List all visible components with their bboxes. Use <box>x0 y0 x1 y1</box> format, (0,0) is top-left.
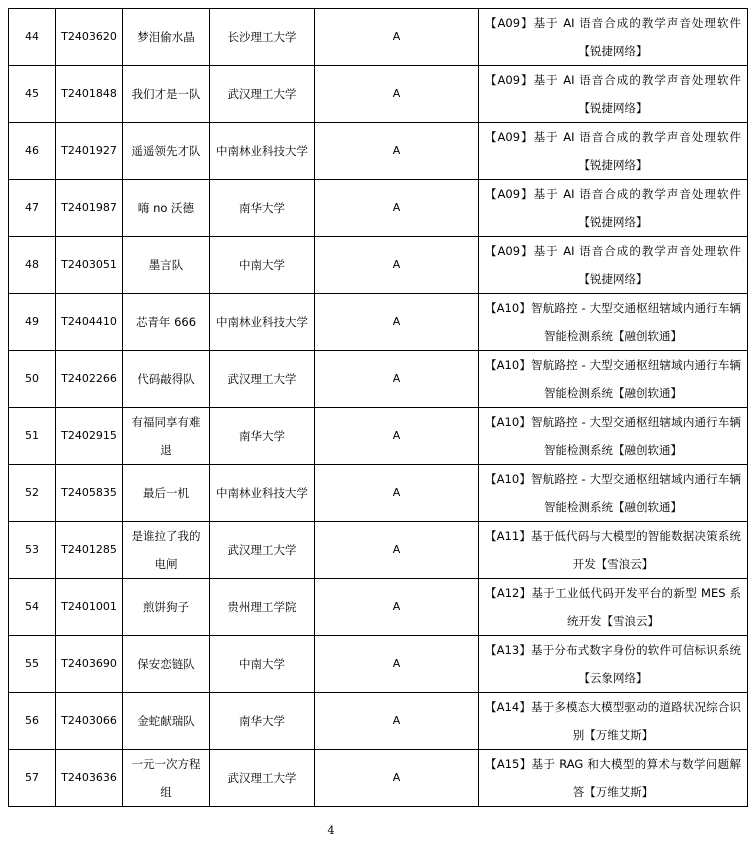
row-number: 44 <box>9 9 56 66</box>
topic: 【A09】基于 AI 语音合成的教学声音处理软件【锐捷网络】 <box>479 237 748 294</box>
table-row <box>9 351 748 408</box>
grade: A <box>315 351 479 408</box>
table-row <box>9 9 748 66</box>
topic: 【A11】基于低代码与大模型的智能数据决策系统开发【雪浪云】 <box>479 522 748 579</box>
row-number: 53 <box>9 522 56 579</box>
team-name: 保安恋链队 <box>123 636 210 693</box>
school-name: 中南林业科技大学 <box>210 294 315 351</box>
table-row <box>9 522 748 579</box>
team-id: T2401848 <box>56 66 123 123</box>
grade: A <box>315 408 479 465</box>
table-row <box>9 693 748 750</box>
page-number: 4 <box>327 824 335 837</box>
team-name: 最后一机 <box>123 465 210 522</box>
team-id: T2405835 <box>56 465 123 522</box>
school-name: 南华大学 <box>210 693 315 750</box>
team-id: T2403066 <box>56 693 123 750</box>
school-name: 南华大学 <box>210 180 315 237</box>
topic: 【A09】基于 AI 语音合成的教学声音处理软件【锐捷网络】 <box>479 180 748 237</box>
grade: A <box>315 123 479 180</box>
row-number: 50 <box>9 351 56 408</box>
school-name: 长沙理工大学 <box>210 9 315 66</box>
row-number: 54 <box>9 579 56 636</box>
team-id: T2402915 <box>56 408 123 465</box>
row-number: 56 <box>9 693 56 750</box>
school-name: 武汉理工大学 <box>210 351 315 408</box>
topic: 【A09】基于 AI 语音合成的教学声音处理软件【锐捷网络】 <box>479 66 748 123</box>
results-table-body <box>9 9 748 807</box>
grade: A <box>315 579 479 636</box>
row-number: 48 <box>9 237 56 294</box>
row-number: 51 <box>9 408 56 465</box>
topic: 【A10】智航路控 - 大型交通枢纽辖域内通行车辆智能检测系统【融创软通】 <box>479 351 748 408</box>
grade: A <box>315 693 479 750</box>
topic: 【A10】智航路控 - 大型交通枢纽辖域内通行车辆智能检测系统【融创软通】 <box>479 465 748 522</box>
team-name: 代码敲得队 <box>123 351 210 408</box>
team-name: 是谁拉了我的电闸 <box>123 522 210 579</box>
topic: 【A12】基于工业低代码开发平台的新型 MES 系统开发【雪浪云】 <box>479 579 748 636</box>
team-name: 芯青年 666 <box>123 294 210 351</box>
table-row <box>9 66 748 123</box>
topic: 【A09】基于 AI 语音合成的教学声音处理软件【锐捷网络】 <box>479 9 748 66</box>
table-row <box>9 180 748 237</box>
school-name: 贵州理工学院 <box>210 579 315 636</box>
row-number: 46 <box>9 123 56 180</box>
table-row <box>9 636 748 693</box>
team-id: T2401285 <box>56 522 123 579</box>
row-number: 57 <box>9 750 56 807</box>
grade: A <box>315 465 479 522</box>
row-number: 55 <box>9 636 56 693</box>
team-name: 我们才是一队 <box>123 66 210 123</box>
results-table <box>8 8 748 807</box>
row-number: 49 <box>9 294 56 351</box>
team-id: T2404410 <box>56 294 123 351</box>
team-id: T2403620 <box>56 9 123 66</box>
team-id: T2401987 <box>56 180 123 237</box>
school-name: 武汉理工大学 <box>210 750 315 807</box>
school-name: 中南林业科技大学 <box>210 123 315 180</box>
topic: 【A10】智航路控 - 大型交通枢纽辖域内通行车辆智能检测系统【融创软通】 <box>479 294 748 351</box>
school-name: 武汉理工大学 <box>210 522 315 579</box>
grade: A <box>315 237 479 294</box>
grade: A <box>315 180 479 237</box>
grade: A <box>315 66 479 123</box>
team-name: 遥遥领先才队 <box>123 123 210 180</box>
school-name: 中南大学 <box>210 636 315 693</box>
grade: A <box>315 750 479 807</box>
school-name: 南华大学 <box>210 408 315 465</box>
table-row <box>9 123 748 180</box>
table-row <box>9 750 748 807</box>
row-number: 45 <box>9 66 56 123</box>
school-name: 中南大学 <box>210 237 315 294</box>
topic: 【A09】基于 AI 语音合成的教学声音处理软件【锐捷网络】 <box>479 123 748 180</box>
topic: 【A10】智航路控 - 大型交通枢纽辖域内通行车辆智能检测系统【融创软通】 <box>479 408 748 465</box>
team-id: T2403690 <box>56 636 123 693</box>
topic: 【A13】基于分布式数字身份的软件可信标识系统【云象网络】 <box>479 636 748 693</box>
team-id: T2401927 <box>56 123 123 180</box>
topic: 【A14】基于多模态大模型驱动的道路状况综合识别【万维艾斯】 <box>479 693 748 750</box>
table-row <box>9 408 748 465</box>
table-row <box>9 579 748 636</box>
grade: A <box>315 522 479 579</box>
team-id: T2402266 <box>56 351 123 408</box>
team-name: 墨言队 <box>123 237 210 294</box>
grade: A <box>315 636 479 693</box>
table-row <box>9 465 748 522</box>
team-name: 金蛇献瑞队 <box>123 693 210 750</box>
table-row <box>9 294 748 351</box>
team-id: T2401001 <box>56 579 123 636</box>
team-name: 一元一次方程组 <box>123 750 210 807</box>
topic: 【A15】基于 RAG 和大模型的算术与数学问题解答【万维艾斯】 <box>479 750 748 807</box>
grade: A <box>315 294 479 351</box>
team-name: 煎饼狗子 <box>123 579 210 636</box>
grade: A <box>315 9 479 66</box>
school-name: 中南林业科技大学 <box>210 465 315 522</box>
team-id: T2403636 <box>56 750 123 807</box>
row-number: 47 <box>9 180 56 237</box>
team-name: 嗨 no 沃德 <box>123 180 210 237</box>
school-name: 武汉理工大学 <box>210 66 315 123</box>
table-row <box>9 237 748 294</box>
team-id: T2403051 <box>56 237 123 294</box>
team-name: 梦泪偷水晶 <box>123 9 210 66</box>
row-number: 52 <box>9 465 56 522</box>
team-name: 有福同享有难退 <box>123 408 210 465</box>
